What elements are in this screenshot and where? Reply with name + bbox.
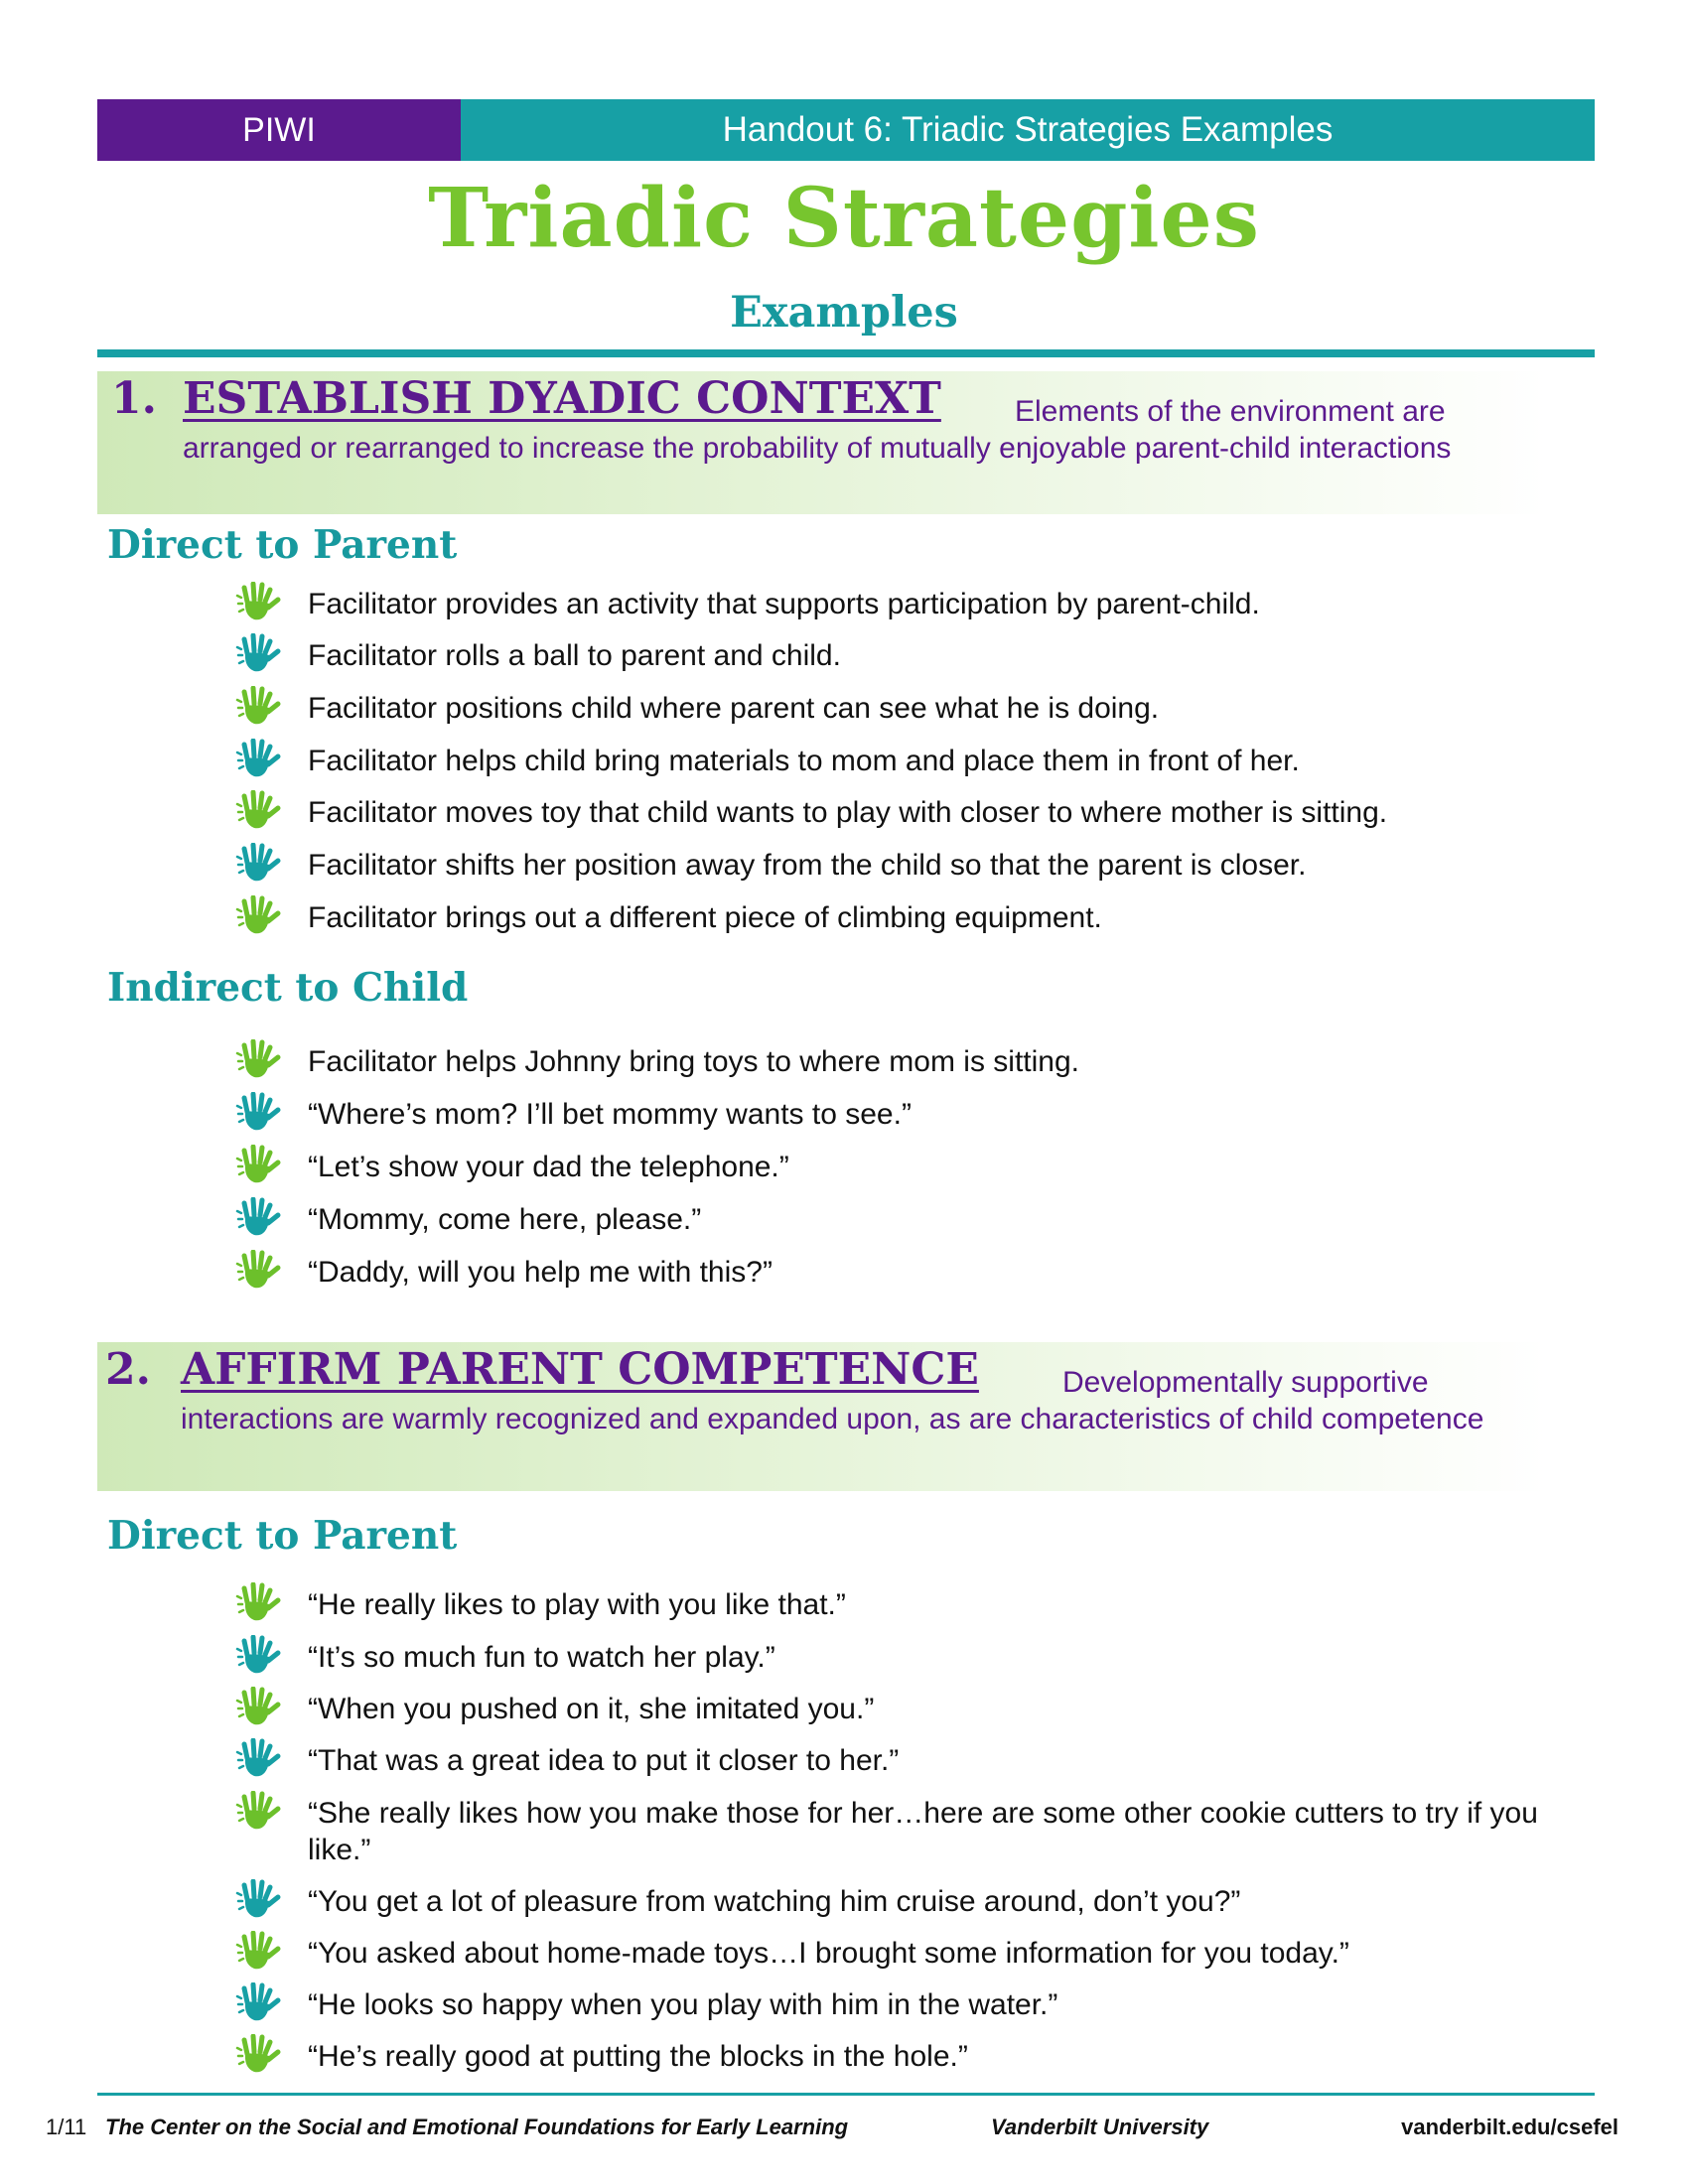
footer-organization: The Center on the Social and Emotional Foundations for Early Learning: [105, 2115, 849, 2139]
header-program-label: PIWI: [97, 99, 461, 161]
hand-bullet-icon: [234, 1039, 284, 1081]
group-heading: Direct to Parent: [107, 522, 458, 568]
hand-bullet-icon: [234, 2034, 284, 2076]
page-number: 1/11: [46, 2115, 87, 2139]
title-divider: [97, 349, 1595, 357]
hand-bullet-icon: [234, 1982, 284, 2024]
hand-bullet-icon: [234, 582, 284, 623]
page-title: Triadic Strategies: [428, 171, 1260, 266]
footer-divider: [97, 2093, 1595, 2096]
section-name: ESTABLISH DYADIC CONTEXT: [183, 373, 941, 424]
section-description: Developmentally supportive interactions are warmly recognized and expanded upon, as are characteristics of child competence: [181, 1366, 1484, 1435]
header-bar: [97, 99, 1595, 161]
hand-bullet-icon: [234, 843, 284, 885]
hand-bullet-icon: [234, 790, 284, 832]
hand-bullet-icon: [234, 1250, 284, 1292]
hand-bullet-icon: [234, 1635, 284, 1677]
hand-bullet-icon: [234, 1582, 284, 1624]
section-2-banner: [97, 1342, 1547, 1491]
hand-bullet-icon: [234, 1092, 284, 1134]
hand-bullet-icon: [234, 633, 284, 675]
list-item: Facilitator helps Johnny bring toys to where mom is sitting.: [234, 1043, 1565, 1081]
list-item: “Where’s mom? I’ll bet mommy wants to see.”: [234, 1096, 1565, 1134]
hand-bullet-icon: [234, 1197, 284, 1239]
footer-url: vanderbilt.edu/csefel: [1401, 2115, 1618, 2139]
list-item: “She really likes how you make those for her…here are some other cookie cutters to try if you like.”: [234, 1795, 1555, 1868]
footer: [0, 2115, 1688, 2154]
list-item: Facilitator rolls a ball to parent and child.: [234, 637, 1565, 675]
section-number: 1.: [111, 373, 157, 424]
list-item: Facilitator helps child bring materials to mom and place them in front of her.: [234, 743, 1565, 780]
hand-bullet-icon: [234, 1931, 284, 1973]
hand-bullet-icon: [234, 1791, 284, 1833]
hand-bullet-icon: [234, 1879, 284, 1921]
list-item: “Let’s show your dad the telephone.”: [234, 1149, 1565, 1186]
list-item: Facilitator shifts her position away from the child so that the parent is closer.: [234, 847, 1565, 885]
section-number: 2.: [105, 1344, 151, 1395]
list-item: “Daddy, will you help me with this?”: [234, 1254, 1565, 1292]
list-item: “You get a lot of pleasure from watching him cruise around, don’t you?”: [234, 1883, 1565, 1921]
hand-bullet-icon: [234, 895, 284, 937]
list-item: “He looks so happy when you play with him in the water.”: [234, 1986, 1565, 2024]
footer-university: Vanderbilt University: [991, 2115, 1209, 2139]
hand-bullet-icon: [234, 1145, 284, 1186]
list-item: Facilitator brings out a different piece of climbing equipment.: [234, 899, 1565, 937]
list-item: Facilitator positions child where parent can see what he is doing.: [234, 690, 1565, 728]
list-item: “That was a great idea to put it closer to her.”: [234, 1742, 1565, 1780]
list-item: “It’s so much fun to watch her play.”: [234, 1639, 1565, 1677]
list-item: “You asked about home-made toys…I brought some information for you today.”: [234, 1935, 1565, 1973]
list-item: “He’s really good at putting the blocks in the hole.”: [234, 2038, 1565, 2076]
list-item: “When you pushed on it, she imitated you.”: [234, 1691, 1565, 1728]
hand-bullet-icon: [234, 1738, 284, 1780]
list-item: “He really likes to play with you like that.”: [234, 1586, 1565, 1624]
hand-bullet-icon: [234, 739, 284, 780]
list-item: Facilitator provides an activity that supports participation by parent-child.: [234, 586, 1565, 623]
list-item: Facilitator moves toy that child wants to play with closer to where mother is sitting.: [234, 794, 1565, 832]
hand-bullet-icon: [234, 1687, 284, 1728]
section-name: AFFIRM PARENT COMPETENCE: [181, 1344, 979, 1395]
group-heading: Indirect to Child: [107, 965, 469, 1011]
page-subtitle: Examples: [730, 288, 958, 338]
section-description: Elements of the environment are arranged or rearranged to increase the probability of mutually enjoyable parent-child interactions: [183, 395, 1452, 465]
hand-bullet-icon: [234, 686, 284, 728]
group-heading: Direct to Parent: [107, 1513, 458, 1559]
header-handout-title: Handout 6: Triadic Strategies Examples: [461, 99, 1595, 161]
list-item: “Mommy, come here, please.”: [234, 1201, 1565, 1239]
section-1-banner: [97, 371, 1547, 514]
